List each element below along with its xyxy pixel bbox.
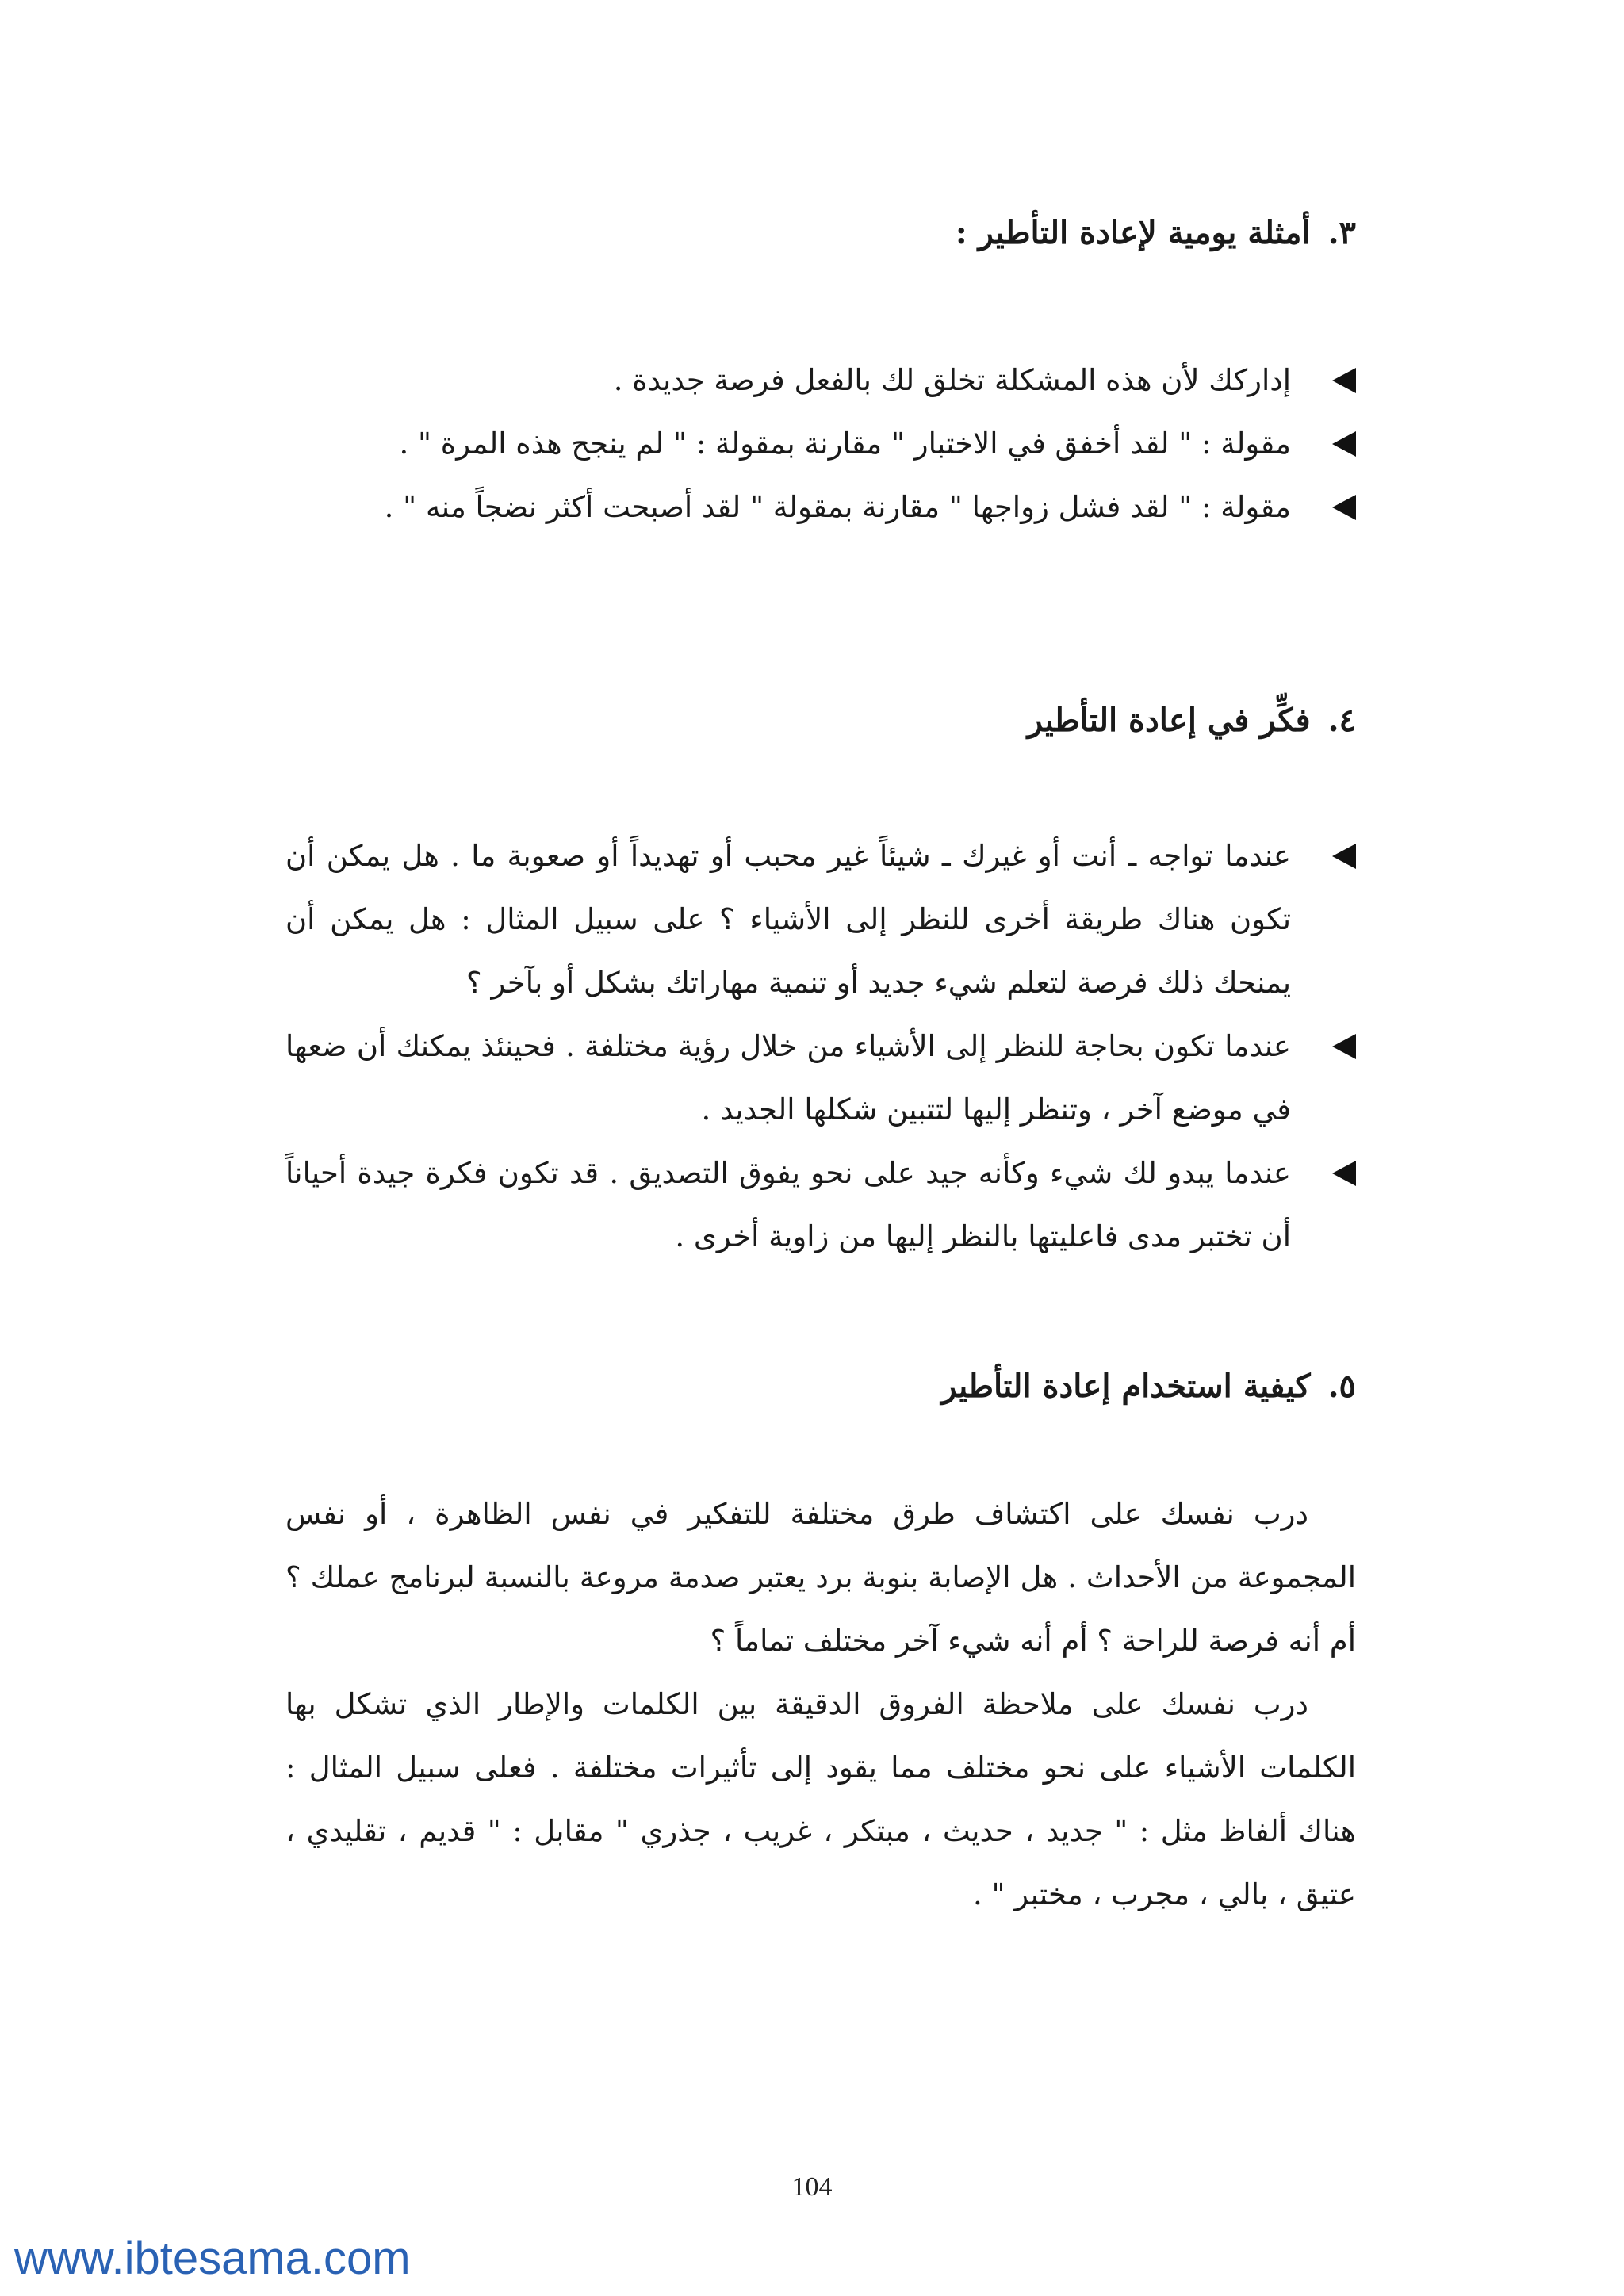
- bullet-text: مقولة : " لقد فشل زواجها " مقارنة بمقولة " لقد أصبحت أكثر نضجاً منه " .: [384, 490, 1291, 524]
- section-heading-3: [956, 214, 1356, 251]
- section-number: ٣.: [1327, 214, 1356, 251]
- section-title: فكِّر في إعادة التأطير: [1027, 702, 1311, 739]
- bullet-list-section-4: [285, 825, 1356, 1269]
- bullet-list-section-3: [285, 349, 1356, 539]
- bullet-text: عندما تكون بحاجة للنظر إلى الأشياء من خلال رؤية مختلفة . فحينئذ يمكنك أن ضعها في موضع آخر ، وتنظر إليها لتتبين شكلها الجديد .: [285, 1029, 1291, 1127]
- section-number: ٥.: [1327, 1368, 1356, 1405]
- section-heading-5: [941, 1368, 1356, 1405]
- bullet-item: [285, 412, 1356, 476]
- body-paragraph: درب نفسك على ملاحظة الفروق الدقيقة بين الكلمات والإطار الذي تشكل بها الكلمات الأشياء على نحو مختلف مما يقود إلى تأثيرات مختلفة . فعلى سبيل المثال : هناك ألفاظ مثل : " جديد ، حديث ، مبتكر ، غريب ، جذري " مقابل : " قديم ، تقليدي ، عتيق ، بالي ، مجرب ، مختبر " .: [285, 1687, 1356, 1911]
- triangle-bullet-icon: [1332, 368, 1356, 393]
- bullet-text: عندما تواجه ـ أنت أو غيرك ـ شيئاً غير محبب أو تهديداً أو صعوبة ما . هل يمكن أن تكون هناك طريقة أخرى للنظر إلى الأشياء ؟ على سبيل المثال : هل يمكن أن يمنحك ذلك فرصة لتعلم شيء جديد أو تنمية مهاراتك بشكل أو بآخر ؟: [285, 839, 1291, 1000]
- bullet-text: مقولة : " لقد أخفق في الاختبار " مقارنة بمقولة : " لم ينجح هذه المرة " .: [399, 427, 1291, 461]
- section-number: ٤.: [1327, 702, 1356, 739]
- bullet-text: عندما يبدو لك شيء وكأنه جيد على نحو يفوق التصديق . قد تكون فكرة جيدة أحياناً أن تختبر مدى فاعليتها بالنظر إليها من زاوية أخرى .: [285, 1156, 1291, 1253]
- body-paragraphs-section-5: [285, 1483, 1356, 1927]
- bullet-item: [285, 1142, 1356, 1269]
- bullet-item: [285, 825, 1356, 1015]
- site-watermark: www.ibtesama.com: [14, 2233, 411, 2284]
- bullet-item: [285, 1015, 1356, 1142]
- page-number: 104: [791, 2172, 833, 2202]
- triangle-bullet-icon: [1332, 1034, 1356, 1059]
- section-heading-4: [1028, 702, 1356, 739]
- body-paragraph: درب نفسك على اكتشاف طرق مختلفة للتفكير في نفس الظاهرة ، أو نفس المجموعة من الأحداث . هل الإصابة بنوبة برد يعتبر صدمة مروعة بالنسبة لبرنامج عملك ؟ أم أنه فرصة للراحة ؟ أم أنه شيء آخر مختلف تماماً ؟: [285, 1497, 1356, 1658]
- triangle-bullet-icon: [1332, 844, 1356, 869]
- triangle-bullet-icon: [1332, 431, 1356, 457]
- triangle-bullet-icon: [1332, 495, 1356, 520]
- section-title: أمثلة يومية لإعادة التأطير :: [955, 214, 1311, 251]
- section-title: كيفية استخدام إعادة التأطير: [941, 1368, 1311, 1405]
- triangle-bullet-icon: [1332, 1161, 1356, 1186]
- bullet-text: إداركك لأن هذه المشكلة تخلق لك بالفعل فرصة جديدة .: [613, 363, 1291, 397]
- bullet-item: [285, 476, 1356, 539]
- bullet-item: [285, 349, 1356, 412]
